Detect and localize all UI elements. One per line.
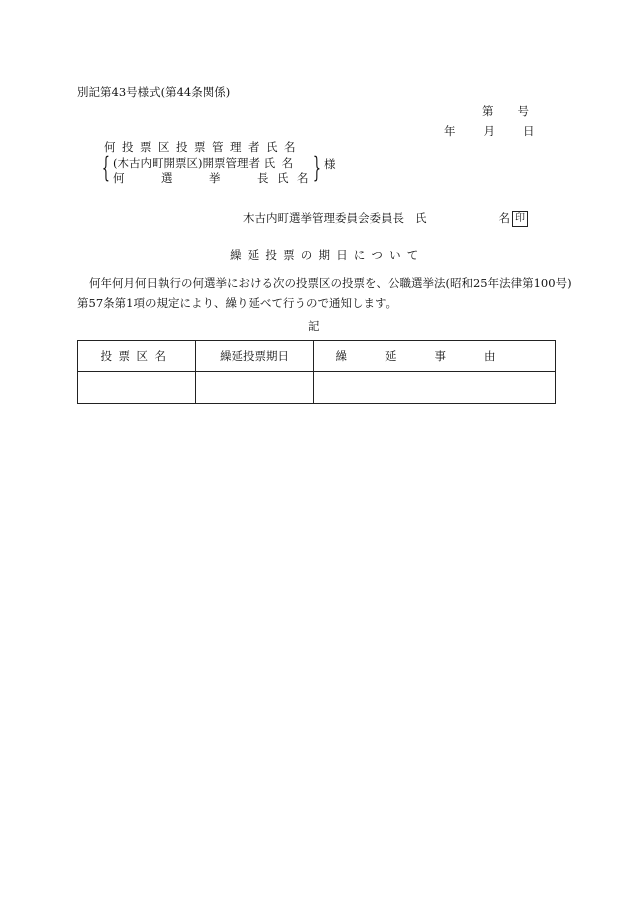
number-label-go: 号 xyxy=(517,104,529,118)
addressee-line-2-suffix: 氏名 xyxy=(263,156,300,170)
line3-char-4: 長 xyxy=(257,171,269,185)
form-label: 別記第43号様式(第44条関係) xyxy=(77,85,231,99)
body-paragraph xyxy=(77,273,577,313)
table-header-row xyxy=(78,341,556,372)
col-header-date: 繰延投票期日 xyxy=(196,341,314,372)
addressee-line-2 xyxy=(113,155,300,171)
seal-box: 印 xyxy=(512,211,528,227)
line3-char-5: 氏 xyxy=(277,171,289,185)
addressee-line-2-prefix: (木古内町開票区)開票管理者 xyxy=(113,156,260,170)
document-number-line xyxy=(482,103,529,119)
line3-char-6: 名 xyxy=(297,171,309,185)
line3-char-3: 挙 xyxy=(209,171,221,185)
honorific-sama: 様 xyxy=(324,157,336,171)
number-label-dai: 第 xyxy=(482,104,494,118)
document-title: 繰延投票の期日について xyxy=(230,248,425,262)
date-day: 日 xyxy=(523,124,535,138)
col-header-reason: 繰延事由 xyxy=(314,341,556,372)
body-text: 何年何月何日執行の何選挙における次の投票区の投票を、公職選挙法(昭和25年法律第100号)第57条第1項の規定により、繰り延べて行うので通知します。 xyxy=(77,276,572,310)
line3-char-2: 選 xyxy=(161,171,173,185)
date-month: 月 xyxy=(483,124,495,138)
col-header-district: 投票区名 xyxy=(78,341,196,372)
sender-title: 木古内町選挙管理委員会委員長 xyxy=(243,211,404,225)
left-brace: { xyxy=(101,151,110,184)
ki-heading: 記 xyxy=(308,319,320,333)
sender-name-mei: 名 xyxy=(498,211,510,225)
addressee-line-3 xyxy=(113,170,309,186)
date-line xyxy=(444,123,535,139)
table-cell-district xyxy=(78,372,196,404)
date-year: 年 xyxy=(444,124,456,138)
line3-char-1: 何 xyxy=(113,171,125,185)
table-cell-reason xyxy=(314,372,556,404)
sender-line xyxy=(243,210,528,227)
table-row xyxy=(78,372,556,404)
deferral-table xyxy=(77,340,556,404)
addressee-line-1: 何投票区投票管理者氏名 xyxy=(104,140,302,154)
sender-name-shi: 氏 xyxy=(415,211,427,225)
right-brace: } xyxy=(312,151,321,184)
table-cell-date xyxy=(196,372,314,404)
